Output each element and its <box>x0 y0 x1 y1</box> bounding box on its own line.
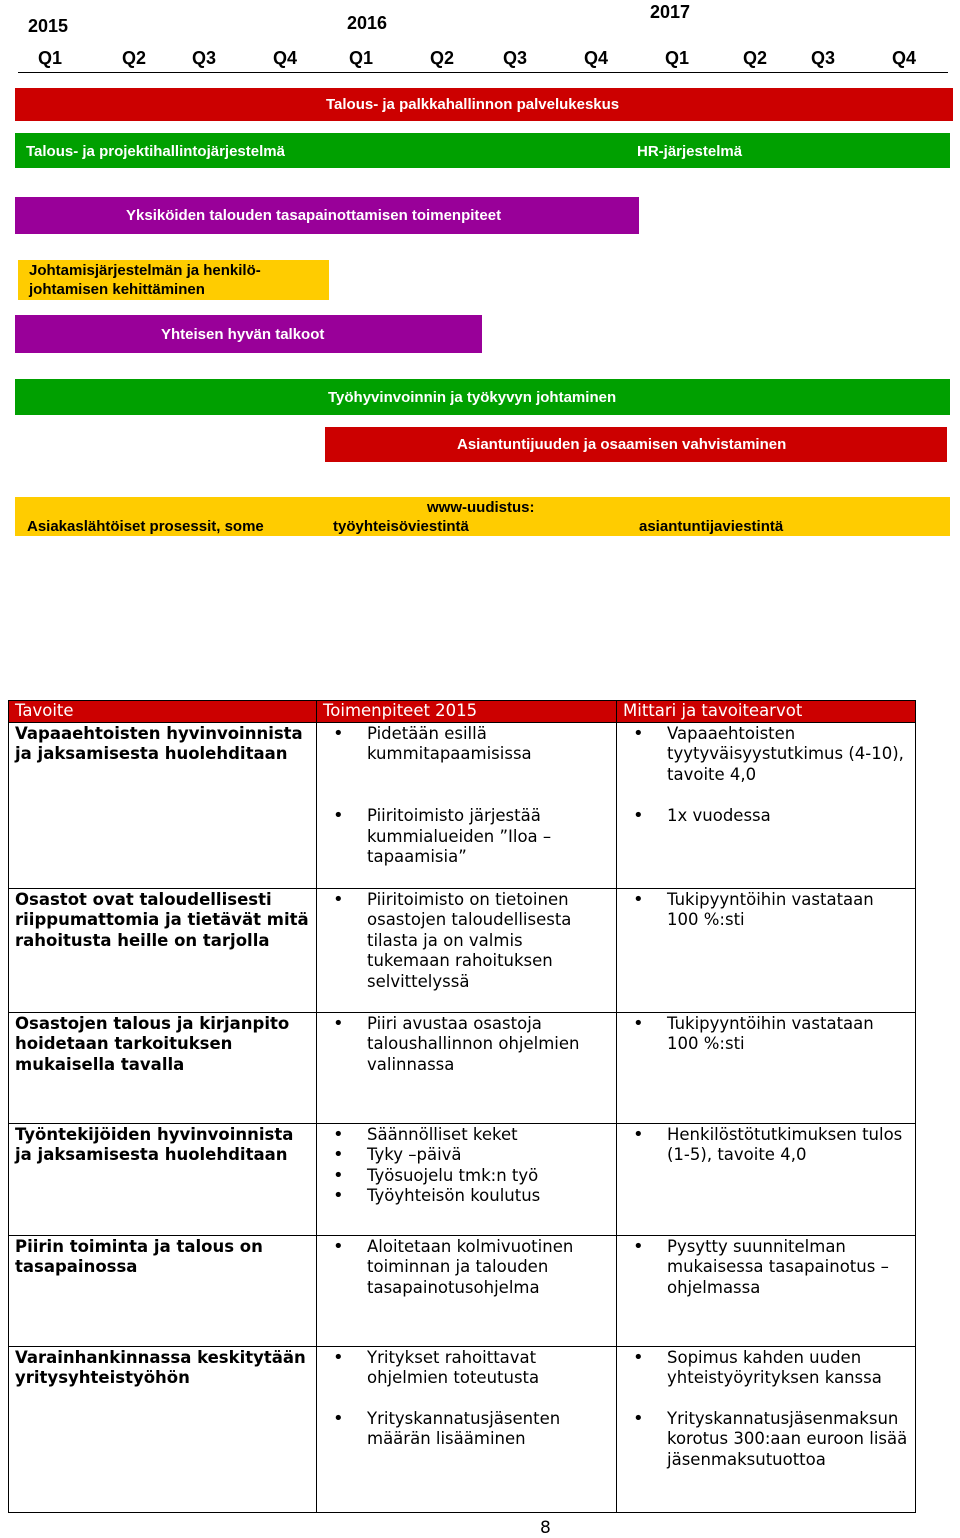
list-item: • Tukipyyntöihin vastataan 100 %:sti <box>667 1014 909 1055</box>
list-item: • Aloitetaan kolmivuotinen toiminnan ja talouden tasapainotusohjelma <box>367 1237 610 1299</box>
bar-johtamisjarjestelma <box>18 260 329 300</box>
page-number: 8 <box>540 1518 551 1538</box>
table-row <box>9 1346 916 1512</box>
bar-label: asiantuntijaviestintä <box>639 518 784 535</box>
table-row <box>9 722 916 805</box>
goal-cell: Vapaaehtoisten hyvinvoinnista ja jaksamisesta huolehditaan <box>9 722 317 805</box>
goal-cell: Osastojen talous ja kirjanpito hoidetaan tarkoituksen mukaisella tavalla <box>9 1012 317 1123</box>
bar-label: Asiakaslähtöiset prosessit, some <box>27 518 264 535</box>
quarter-label: Q3 <box>192 48 217 68</box>
list-item: • Yrityskannatusjäsenmaksun korotus 300:aan euroon lisää jäsenmaksutuottoa <box>667 1409 909 1471</box>
actions-cell <box>317 805 617 888</box>
goal-cell: Työntekijöiden hyvinvoinnista ja jaksamisesta huolehditaan <box>9 1123 317 1235</box>
list-item: • Työsuojelu tmk:n työ <box>367 1166 610 1187</box>
bar-jarjestelmat <box>15 133 950 168</box>
list-item: • Pidetään esillä kummitapaamisissa <box>367 724 610 765</box>
list-item: • Piiri avustaa osastoja taloushallinnon ohjelmien valinnassa <box>367 1014 610 1076</box>
header-actions: Toimenpiteet 2015 <box>317 701 617 723</box>
quarter-label: Q2 <box>430 48 455 68</box>
table-row <box>9 1012 916 1123</box>
metric-cell <box>617 1235 916 1346</box>
metric-cell <box>617 888 916 1012</box>
list-item: • Sopimus kahden uuden yhteistyöyrityksen kanssa <box>667 1348 909 1389</box>
bar-label: Yksiköiden talouden tasapainottamisen toimenpiteet <box>126 207 502 224</box>
quarter-label: Q4 <box>584 48 609 68</box>
quarter-label: Q4 <box>273 48 298 68</box>
year-2015: 2015 <box>28 16 69 36</box>
bar-label: Talous- ja projektihallintojärjestelmä <box>26 143 285 160</box>
quarter-label: Q2 <box>122 48 147 68</box>
goal-cell: Osastot ovat taloudellisesti riippumattomia ja tietävät mitä rahoitusta heille on tarjolla <box>9 888 317 1012</box>
metric-cell <box>617 805 916 888</box>
list-item: • Henkilöstötutkimuksen tulos (1-5), tavoite 4,0 <box>667 1125 909 1166</box>
goal-cell: Varainhankinnassa keskitytään yritysyhteistyöhön <box>9 1346 317 1512</box>
list-item: • Työyhteisön koulutus <box>367 1186 610 1207</box>
bar-asiantuntijuus <box>325 427 947 462</box>
bar-label: johtamisen kehittäminen <box>29 281 205 298</box>
actions-cell <box>317 1346 617 1512</box>
goal-cell: Piirin toiminta ja talous on tasapainossa <box>9 1235 317 1346</box>
bar-label: Yhteisen hyvän talkoot <box>161 326 325 343</box>
bar-talkoot <box>15 315 482 353</box>
header-metric: Mittari ja tavoitearvot <box>617 701 916 723</box>
quarter-label: Q3 <box>503 48 528 68</box>
bar-tyohyvinvointi <box>15 379 950 415</box>
list-item: • Pysytty suunnitelman mukaisessa tasapainotus –ohjelmassa <box>667 1237 909 1299</box>
spacer <box>667 1389 909 1409</box>
bar-label: Johtamisjärjestelmän ja henkilö- <box>29 262 261 279</box>
list-item: • Tukipyyntöihin vastataan 100 %:sti <box>667 890 909 931</box>
goal-cell <box>9 805 317 888</box>
list-item: • Piiritoimisto järjestää kummialueiden ”Iloa – tapaamisia” <box>367 806 610 868</box>
bar-label: www-uudistus: <box>427 499 535 516</box>
table-header-row <box>9 701 916 723</box>
list-item: • 1x vuodessa <box>667 806 909 827</box>
year-2017: 2017 <box>650 2 691 22</box>
quarter-label: Q4 <box>892 48 917 68</box>
actions-cell <box>317 722 617 805</box>
list-item: • Säännölliset keket <box>367 1125 610 1146</box>
bar-yksikot <box>15 197 639 234</box>
actions-cell <box>317 1012 617 1123</box>
metric-cell <box>617 1346 916 1512</box>
spacer <box>367 1389 610 1409</box>
table-row <box>9 1235 916 1346</box>
quarter-label: Q1 <box>665 48 690 68</box>
bar-label: HR-järjestelmä <box>637 143 743 160</box>
timeline-axis-line <box>18 72 948 73</box>
quarter-label: Q3 <box>811 48 836 68</box>
list-item: • Piiritoimisto on tietoinen osastojen taloudellisesta tilasta ja on valmis tukemaan rahoituksen selvittelyssä <box>367 890 610 993</box>
metric-cell <box>617 1123 916 1235</box>
metric-cell <box>617 722 916 805</box>
list-item: • Vapaaehtoisten tyytyväisyystutkimus (4-10), tavoite 4,0 <box>667 724 909 786</box>
bar-label: Talous- ja palkkahallinnon palvelukeskus <box>326 96 620 113</box>
quarter-label: Q1 <box>38 48 63 68</box>
table-row <box>9 888 916 1012</box>
table-row <box>9 1123 916 1235</box>
quarter-label: Q2 <box>743 48 768 68</box>
quarter-label: Q1 <box>349 48 374 68</box>
table-row <box>9 805 916 888</box>
list-item: • Yritykset rahoittavat ohjelmien toteutusta <box>367 1348 610 1389</box>
actions-cell <box>317 1123 617 1235</box>
metric-cell <box>617 1012 916 1123</box>
goals-table <box>8 700 916 1513</box>
bar-label: työyhteisöviestintä <box>333 518 469 535</box>
header-goal: Tavoite <box>9 701 317 723</box>
bar-label: Työhyvinvoinnin ja työkyvyn johtaminen <box>328 389 617 406</box>
bar-palvelukeskus <box>15 88 953 121</box>
bar-viestinta <box>15 497 950 536</box>
actions-cell <box>317 1235 617 1346</box>
year-2016: 2016 <box>347 13 388 33</box>
actions-cell <box>317 888 617 1012</box>
list-item: • Tyky –päivä <box>367 1145 610 1166</box>
list-item: • Yrityskannatusjäsenten määrän lisääminen <box>367 1409 610 1450</box>
bar-label: Asiantuntijuuden ja osaamisen vahvistaminen <box>457 436 787 453</box>
